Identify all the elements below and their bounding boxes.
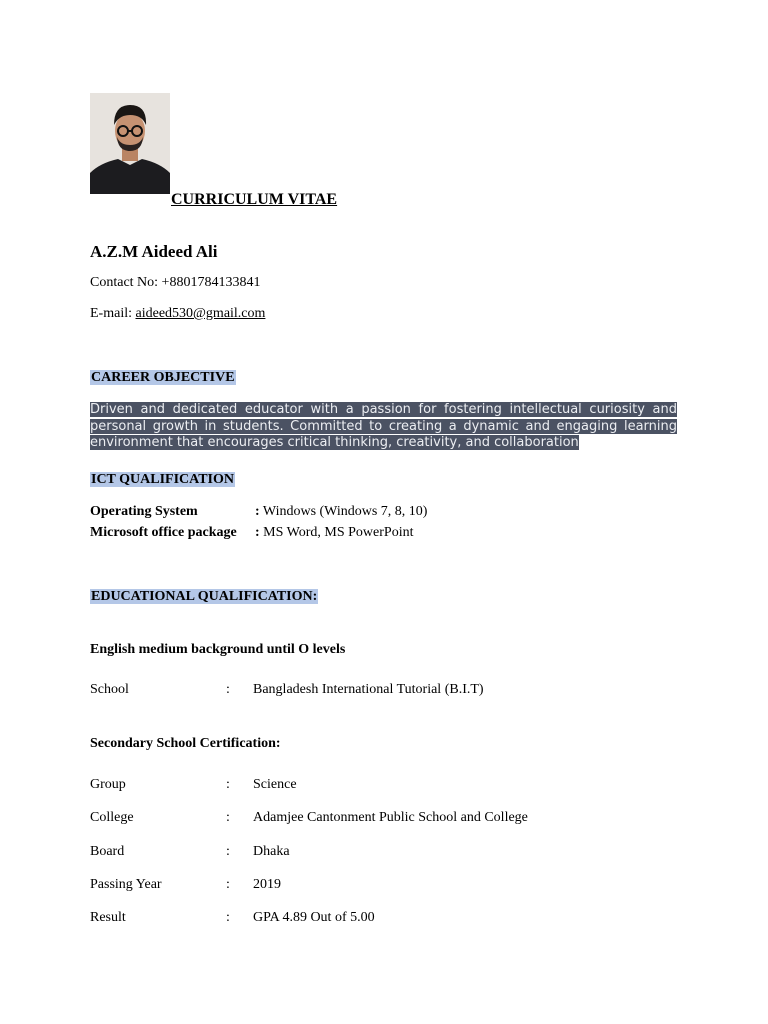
- education-row-value: GPA 4.89 Out of 5.00: [253, 910, 375, 925]
- education-row-colon: :: [226, 682, 230, 697]
- education-row-label: Group: [90, 777, 126, 792]
- career-objective-text-block: [90, 402, 677, 452]
- ict-heading: ICT QUALIFICATION: [91, 472, 235, 487]
- education-row-colon: :: [226, 844, 230, 859]
- ict-row: [90, 525, 690, 545]
- contact-value: +8801784133841: [161, 275, 261, 290]
- education-row-colon: :: [226, 810, 230, 825]
- ict-row: [90, 504, 690, 524]
- page-title: CURRICULUM VITAE: [171, 191, 338, 208]
- education-row-value: Bangladesh International Tutorial (B.I.T): [253, 682, 484, 697]
- education-row-value: Dhaka: [253, 844, 290, 859]
- email-line: [90, 306, 265, 322]
- education-row-colon: :: [226, 910, 230, 925]
- education-row: [90, 910, 690, 930]
- career-objective-heading: CAREER OBJECTIVE: [91, 370, 235, 385]
- career-objective-heading-wrap: [90, 368, 236, 386]
- ict-row-colon: :: [255, 504, 260, 519]
- education-row: [90, 682, 690, 702]
- ict-row-value: Windows (Windows 7, 8, 10): [262, 504, 428, 519]
- education-row-label: College: [90, 810, 134, 825]
- education-row-value: Adamjee Cantonment Public School and College: [253, 810, 528, 825]
- education-row-label: Result: [90, 910, 126, 925]
- education-row-value: 2019: [253, 877, 281, 892]
- education-row-label: School: [90, 682, 129, 697]
- education-row-colon: :: [226, 777, 230, 792]
- ict-heading-wrap: [90, 470, 235, 488]
- education-heading: EDUCATIONAL QUALIFICATION:: [91, 589, 318, 604]
- education-row: [90, 844, 690, 864]
- ict-row-label: Operating System: [90, 504, 198, 519]
- ssc-subheading: Secondary School Certification:: [90, 736, 281, 751]
- ict-row-label: Microsoft office package: [90, 525, 237, 540]
- profile-photo: [90, 93, 170, 194]
- english-medium-subheading: English medium background until O levels: [90, 642, 346, 657]
- education-row-value: Science: [253, 777, 297, 792]
- education-row-colon: :: [226, 877, 230, 892]
- candidate-name: A.Z.M Aideed Ali: [90, 242, 218, 261]
- education-heading-wrap: [90, 587, 318, 605]
- contact-label: Contact No:: [90, 275, 159, 290]
- career-objective-text: Driven and dedicated educator with a passion for fostering intellectual curiosity and personal growth in students. Committed to creating a dynamic and engaging learning environment that encourages critical thinking, creativity, and collaboration: [90, 402, 677, 450]
- education-row-label: Passing Year: [90, 877, 162, 892]
- email-link[interactable]: aideed530@gmail.com: [135, 306, 266, 321]
- education-row: [90, 877, 690, 897]
- ict-row-colon: :: [255, 525, 260, 540]
- education-row: [90, 810, 690, 830]
- ict-row-value-wrap: [255, 525, 413, 541]
- contact-line: [90, 275, 260, 291]
- email-label: E-mail:: [90, 306, 132, 321]
- education-row: [90, 777, 690, 797]
- education-row-label: Board: [90, 844, 125, 859]
- ict-row-value: MS Word, MS PowerPoint: [263, 525, 414, 540]
- ict-row-value-wrap: [255, 504, 427, 520]
